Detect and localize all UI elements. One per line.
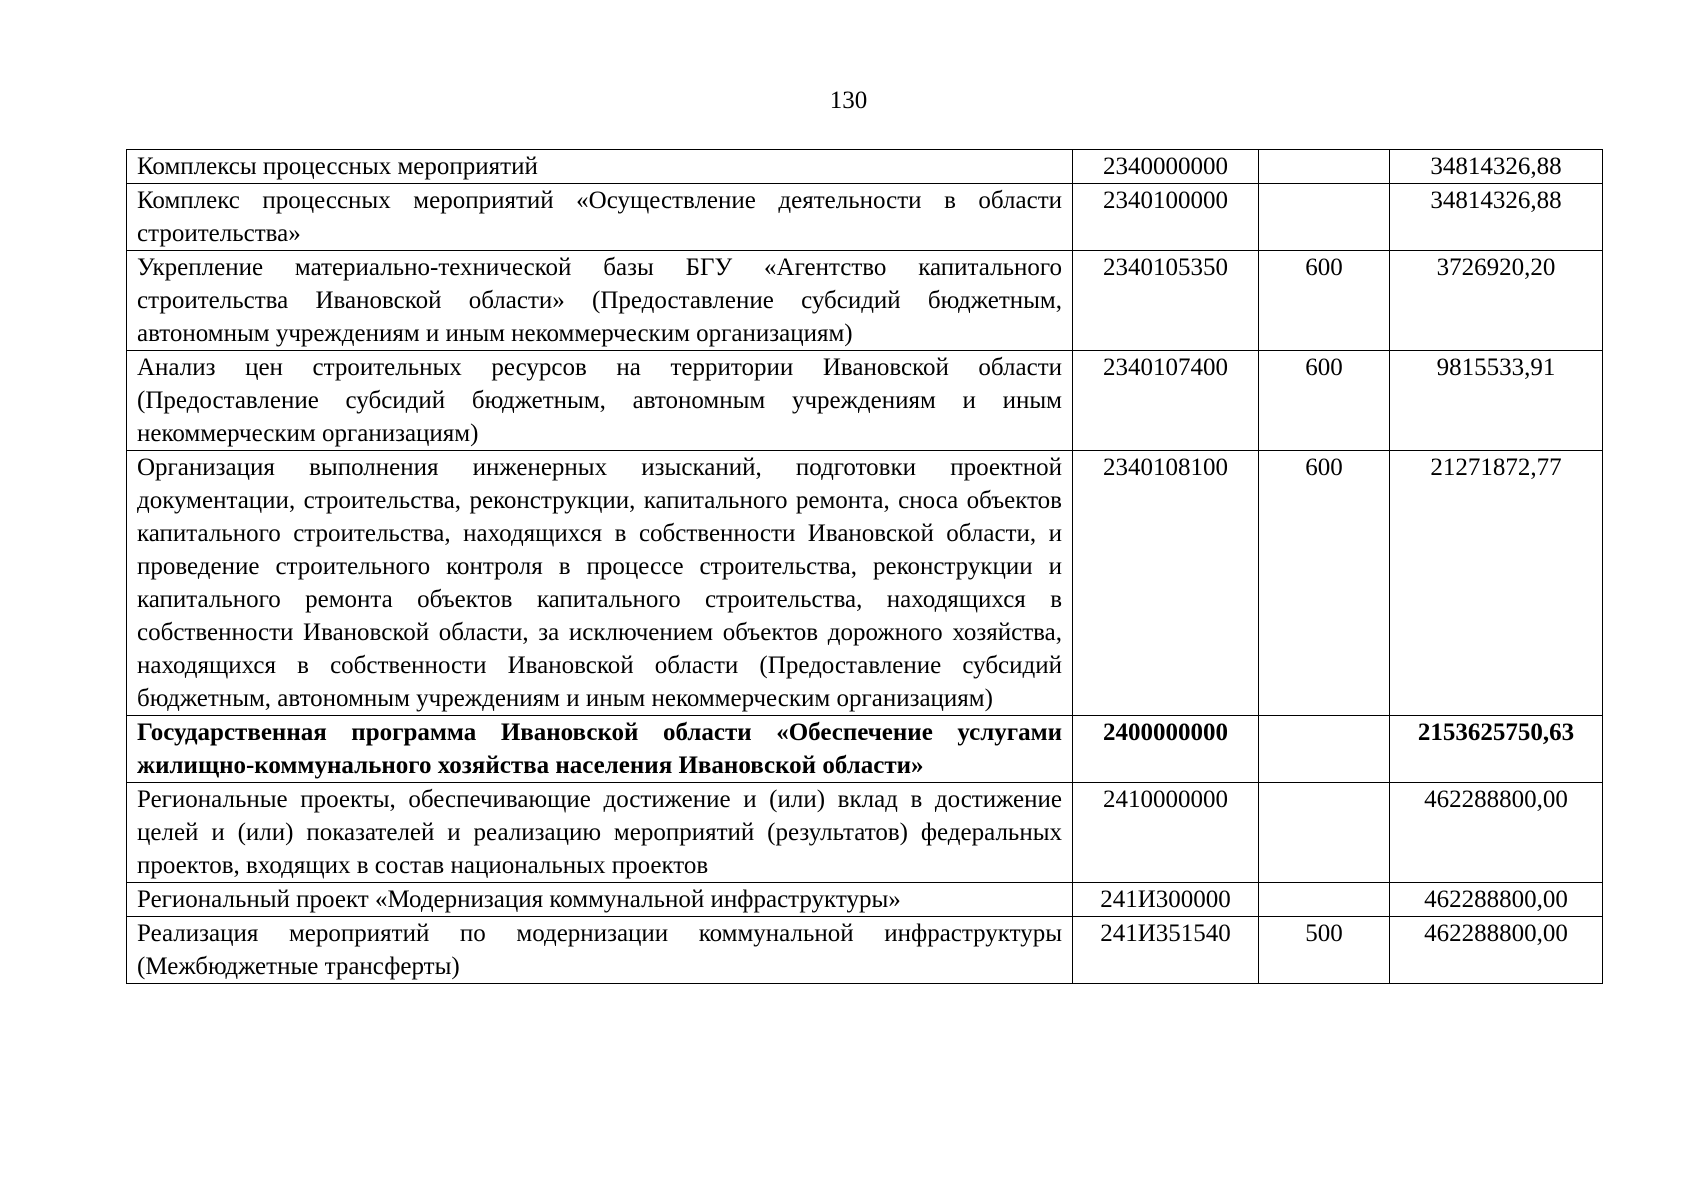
row-description: Реализация мероприятий по модернизации коммунальной инфраструктуры (Межбюджетные трансферты) (127, 917, 1073, 984)
row-expense-type: 600 (1259, 451, 1390, 716)
table-row (127, 184, 1603, 251)
row-description: Комплексы процессных мероприятий (127, 150, 1073, 184)
table-row (127, 251, 1603, 351)
table-row (127, 351, 1603, 451)
row-code: 241И300000 (1073, 883, 1259, 917)
table-row (127, 917, 1603, 984)
row-code: 241И351540 (1073, 917, 1259, 984)
row-description: Региональные проекты, обеспечивающие достижение и (или) вклад в достижение целей и (или) показателей и реализацию мероприятий (результатов) федеральных проектов, входящих в состав национальных проектов (127, 783, 1073, 883)
row-description: Комплекс процессных мероприятий «Осуществление деятельности в области строительства» (127, 184, 1073, 251)
row-description: Анализ цен строительных ресурсов на территории Ивановской области (Предоставление субсидий бюджетным, автономным учреждениям и иным некоммерческим организациям) (127, 351, 1073, 451)
row-code: 2340105350 (1073, 251, 1259, 351)
table-row (127, 883, 1603, 917)
row-expense-type (1259, 883, 1390, 917)
row-amount: 462288800,00 (1390, 917, 1603, 984)
row-description: Укрепление материально-технической базы БГУ «Агентство капитального строительства Ивановской области» (Предоставление субсидий бюджетным, автономным учреждениям и иным некоммерческим организациям) (127, 251, 1073, 351)
row-code: 2410000000 (1073, 783, 1259, 883)
table-row (127, 451, 1603, 716)
budget-table (126, 149, 1603, 984)
row-code: 2340108100 (1073, 451, 1259, 716)
row-description: Региональный проект «Модернизация коммунальной инфраструктуры» (127, 883, 1073, 917)
row-amount: 3726920,20 (1390, 251, 1603, 351)
row-expense-type: 600 (1259, 351, 1390, 451)
row-amount: 2153625750,63 (1390, 716, 1603, 783)
row-code: 2400000000 (1073, 716, 1259, 783)
row-description: Государственная программа Ивановской области «Обеспечение услугами жилищно-коммунального хозяйства населения Ивановской области» (127, 716, 1073, 783)
page-number: 130 (829, 87, 868, 114)
row-expense-type (1259, 716, 1390, 783)
row-code: 2340107400 (1073, 351, 1259, 451)
row-code: 2340100000 (1073, 184, 1259, 251)
row-amount: 34814326,88 (1390, 184, 1603, 251)
row-amount: 21271872,77 (1390, 451, 1603, 716)
row-expense-type (1259, 783, 1390, 883)
table-row-program (127, 716, 1603, 783)
row-amount: 462288800,00 (1390, 783, 1603, 883)
row-amount: 9815533,91 (1390, 351, 1603, 451)
row-expense-type: 600 (1259, 251, 1390, 351)
row-code: 2340000000 (1073, 150, 1259, 184)
row-expense-type (1259, 184, 1390, 251)
row-expense-type: 500 (1259, 917, 1390, 984)
row-amount: 34814326,88 (1390, 150, 1603, 184)
table-row (127, 783, 1603, 883)
row-description: Организация выполнения инженерных изысканий, подготовки проектной документации, строительства, реконструкции, капитального ремонта, сноса объектов капитального строительства, находящихся в собственности Ивановской области, и проведение строительного контроля в процессе строительства, реконструкции и капитального ремонта объектов капитального строительства, находящихся в собственности Ивановской области, за исключением объектов дорожного хозяйства, находящихся в собственности Ивановской области (Предоставление субсидий бюджетным, автономным учреждениям и иным некоммерческим организациям) (127, 451, 1073, 716)
table-row (127, 150, 1603, 184)
row-amount: 462288800,00 (1390, 883, 1603, 917)
row-expense-type (1259, 150, 1390, 184)
